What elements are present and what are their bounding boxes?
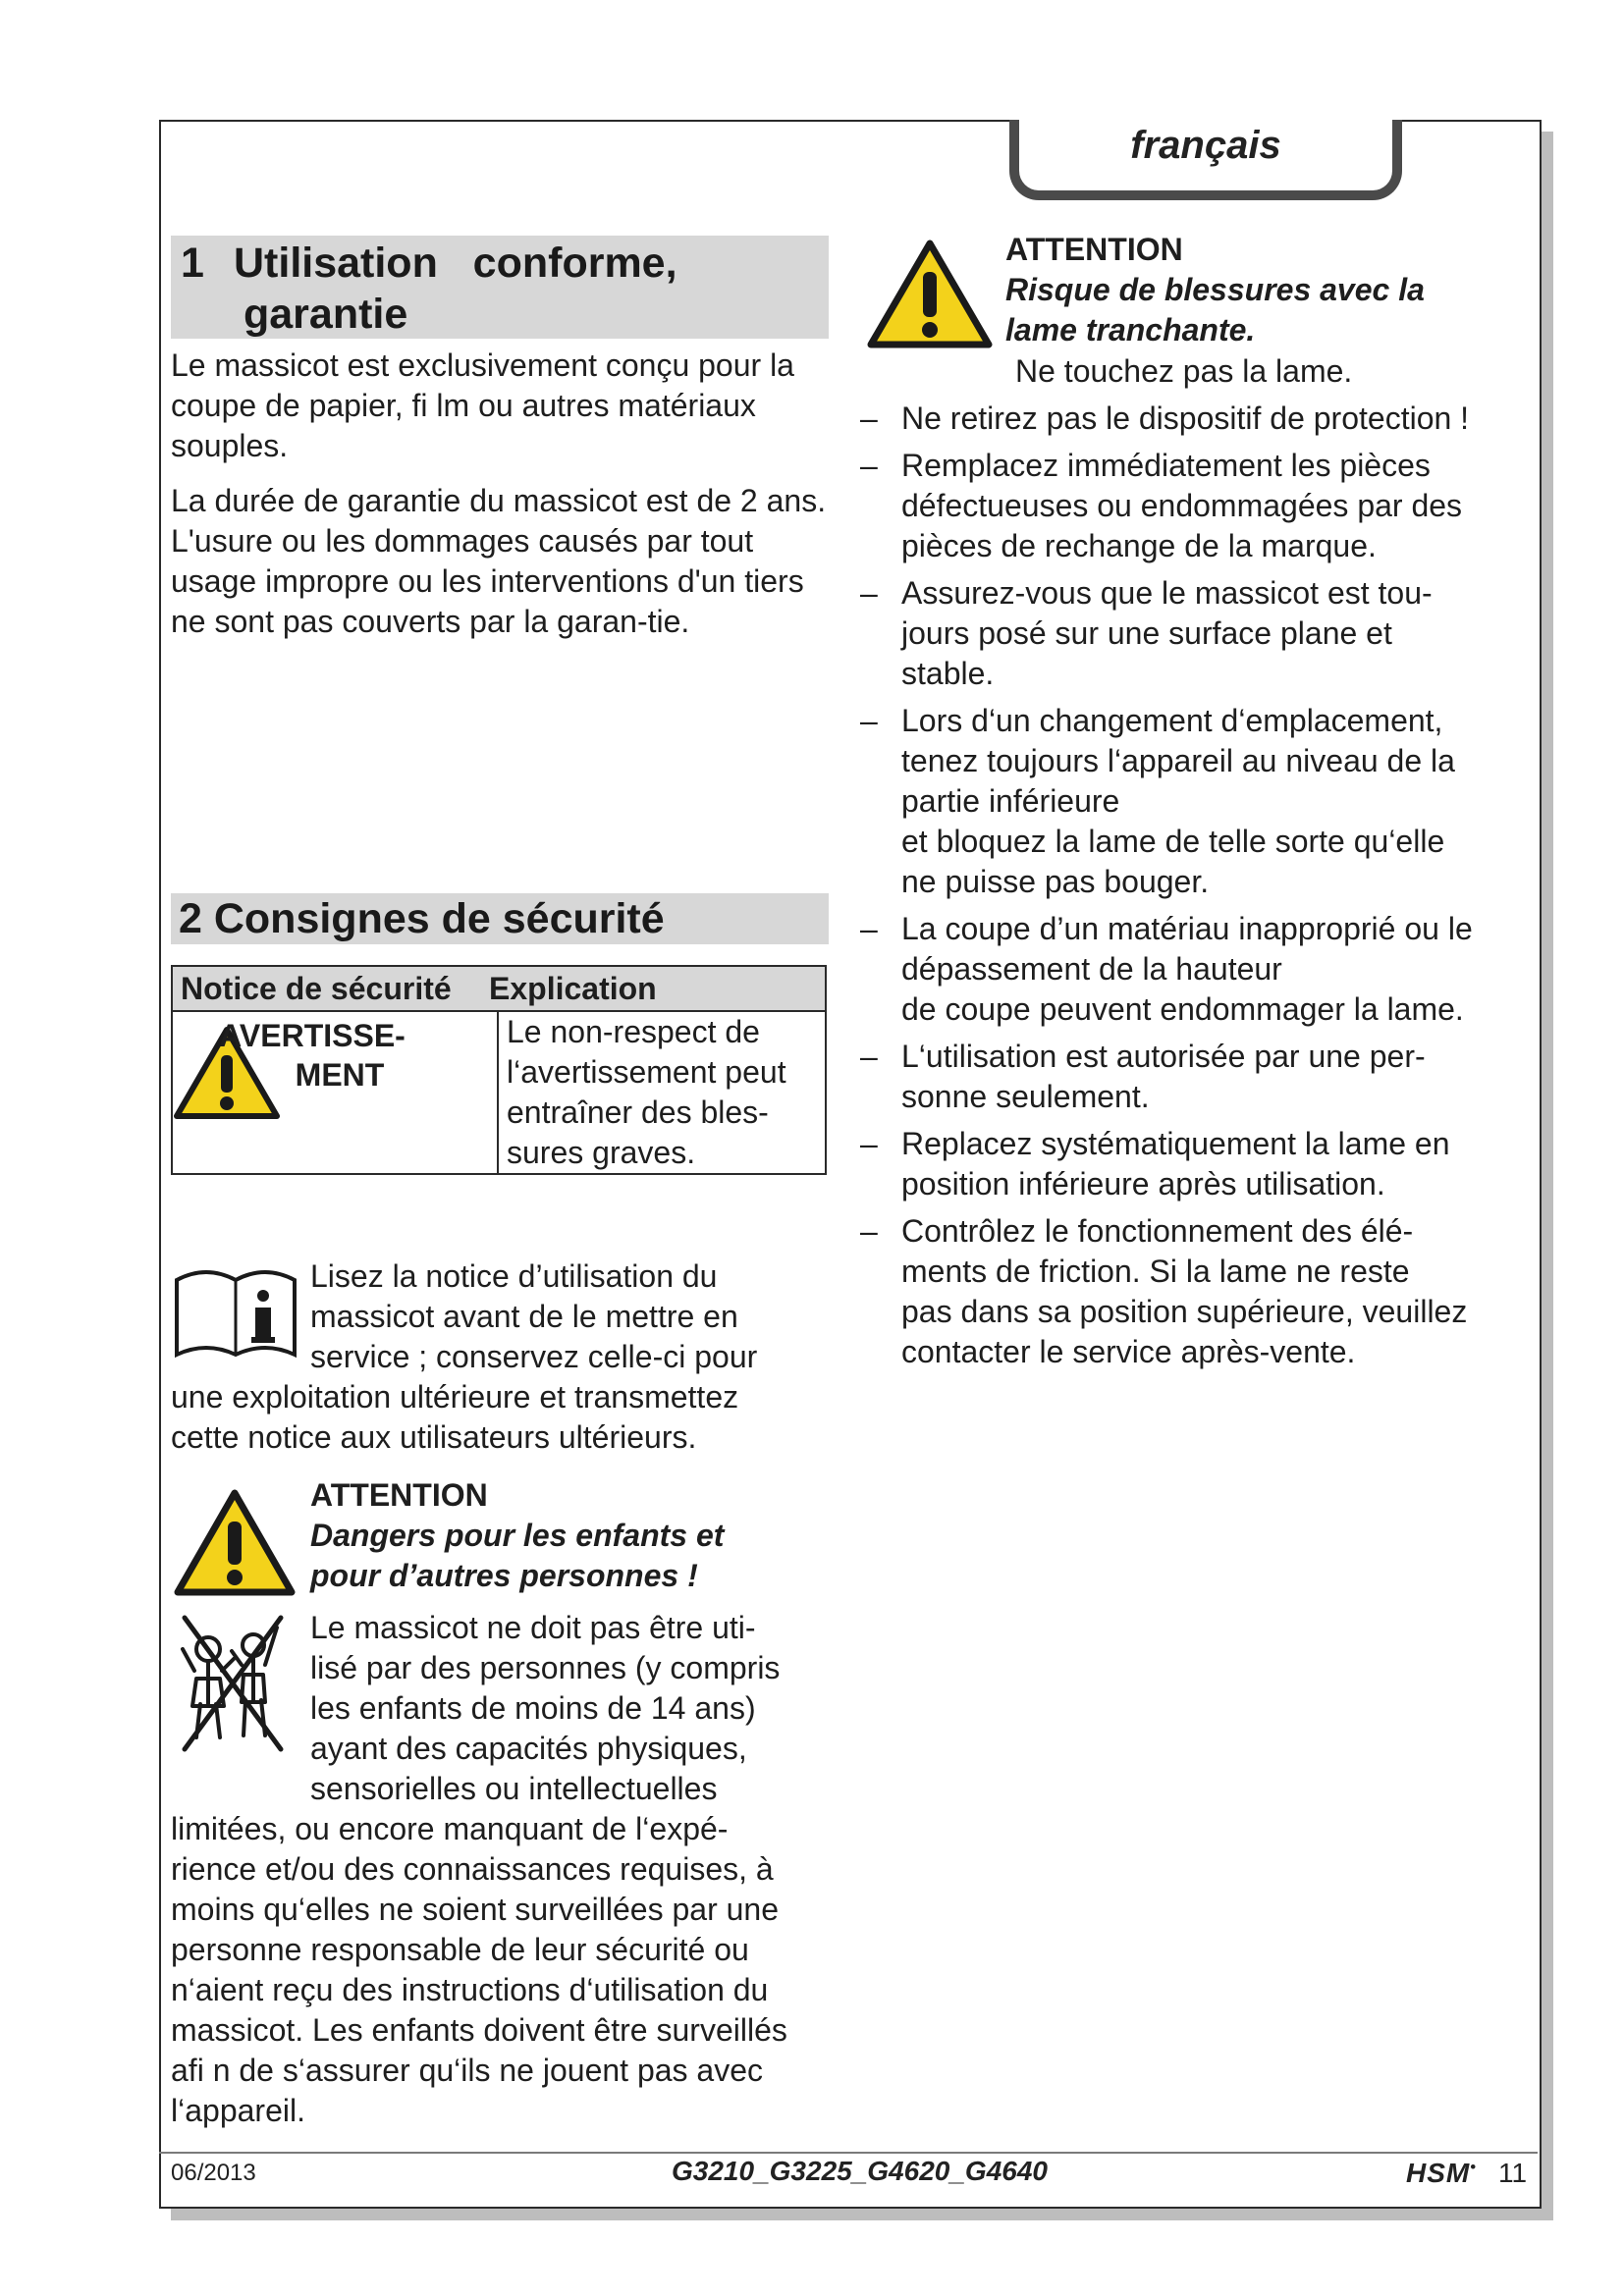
list-item: [860, 1124, 1528, 1204]
manual-info-icon: [173, 1262, 298, 1361]
section-1-para2: La durée de garantie du massicot est de 2 ans. L'usure ou les dommages causés par tout usage impropre ou les interventions d'un tiers ne sont pas couverts par la garan-tie.: [171, 483, 827, 639]
attention-children-subtitle-1: Dangers pour les enfants et: [310, 1518, 725, 1553]
footer-brand-logo: [1406, 2158, 1477, 2189]
text-line: limitées, ou encore manquant de l‘expé-: [171, 1811, 729, 1846]
list-item: [860, 1211, 1528, 1372]
section-2-heading: 2 Consignes de sécurité: [171, 893, 829, 944]
text-line: les enfants de moins de 14 ans): [310, 1690, 756, 1726]
manual-notice-text: [310, 1256, 757, 1377]
text-line: massicot. Les enfants doivent être surveillés: [171, 2012, 787, 2048]
text-line: ne puisse pas bouger.: [901, 864, 1210, 899]
table-row-explanation: [507, 1012, 786, 1173]
footer-date: 06/2013: [171, 2160, 256, 2186]
section-1-number: 1: [181, 240, 204, 287]
section-1-para1: Le massicot est exclusivement conçu pour la coupe de papier, fi lm ou autres matériaux souples.: [171, 347, 794, 463]
text-line: n‘aient reçu des instructions d‘utilisation du: [171, 1972, 769, 2007]
text-line: pas dans sa position supérieure, veuillez: [901, 1294, 1468, 1329]
attention-children-title: ATTENTION: [310, 1477, 488, 1513]
text-line: défectueuses ou endommagées par des: [901, 488, 1463, 523]
text-line: et bloquez la lame de telle sorte qu‘elle: [901, 824, 1445, 859]
language-label: français: [1130, 124, 1281, 167]
text-line: Le massicot ne doit pas être uti-: [310, 1610, 756, 1645]
text-line: l‘appareil.: [171, 2093, 305, 2128]
warning-triangle-icon: [866, 239, 994, 350]
row-label-line2: MENT: [295, 1057, 385, 1093]
attention-blade-first-line: Ne touchez pas la lame.: [1015, 353, 1353, 389]
attention-children-body-cont: [171, 1809, 787, 2131]
row-label-line1: AVERTISSE-: [219, 1018, 406, 1053]
list-item: [860, 446, 1528, 566]
section-1-title-line1: Utilisation conforme,: [234, 240, 677, 287]
text-line: lisé par des personnes (y compris: [310, 1650, 781, 1685]
attention-blade-subtitle-2: lame tranchante.: [1005, 312, 1256, 347]
safety-bullet-list: [860, 399, 1528, 1379]
table-header-row: [173, 967, 825, 1012]
manual-notice-text-cont: [171, 1377, 738, 1458]
footer-models: G3210_G3225_G4620_G4640: [672, 2156, 1048, 2186]
list-item: [860, 1037, 1528, 1117]
page-footer: [171, 2156, 1538, 2199]
text-line: ayant des capacités physiques,: [310, 1731, 747, 1766]
text-line: – Replacez systématiquement la lame en: [901, 1126, 1450, 1161]
text-line: de coupe peuvent endommager la lame.: [901, 991, 1464, 1027]
text-line: – La coupe d’un matériau inapproprié ou le: [901, 911, 1473, 946]
text-line: – Ne retirez pas le dispositif de protection !: [901, 400, 1470, 436]
text-line: partie inférieure: [901, 783, 1120, 819]
text-line: stable.: [901, 656, 995, 691]
list-item: [860, 909, 1528, 1030]
attention-children-body: [310, 1608, 780, 1809]
text-line: afi n de s‘assurer qu‘ils ne jouent pas avec: [171, 2053, 764, 2088]
language-tab: [1009, 120, 1402, 200]
attention-children-subtitle-2: pour d’autres personnes !: [310, 1558, 698, 1593]
expl-line: entraîner des bles-: [507, 1095, 769, 1130]
attention-blade-subtitle-1: Risque de blessures avec la: [1005, 272, 1425, 307]
attention-blade-title: ATTENTION: [1005, 232, 1183, 267]
text-line: position inférieure après utilisation.: [901, 1166, 1385, 1201]
text-line: – Assurez-vous que le massicot est tou-: [901, 575, 1433, 611]
text-line: ments de friction. Si la lame ne reste: [901, 1254, 1410, 1289]
text-line: personne responsable de leur sécurité ou: [171, 1932, 749, 1967]
text-line: Lisez la notice d’utilisation du: [310, 1258, 718, 1294]
text-line: service ; conservez celle-ci pour: [310, 1339, 758, 1374]
safety-notice-table: [171, 965, 827, 1175]
list-item: [860, 701, 1528, 902]
text-line: – Contrôlez le fonctionnement des élé-: [901, 1213, 1414, 1249]
text-line: massicot avant de le mettre en: [310, 1299, 738, 1334]
text-line: une exploitation ultérieure et transmettez: [171, 1379, 739, 1415]
warning-triangle-icon: [173, 1488, 297, 1598]
list-item: [860, 399, 1528, 439]
text-line: sensorielles ou intellectuelles: [310, 1771, 718, 1806]
text-line: cette notice aux utilisateurs ultérieurs.: [171, 1419, 697, 1455]
section-1-title-line2: garantie: [244, 291, 408, 338]
list-item: [860, 573, 1528, 694]
text-line: tenez toujours l‘appareil au niveau de la: [901, 743, 1455, 778]
expl-line: Le non-respect de: [507, 1014, 760, 1049]
expl-line: l‘avertissement peut: [507, 1054, 786, 1090]
table-header-notice: Notice de sécurité: [181, 971, 452, 1006]
text-line: – Remplacez immédiatement les pièces: [901, 448, 1431, 483]
footer-divider: [159, 2152, 1538, 2154]
brand-mark: •: [1470, 2159, 1477, 2176]
text-line: pièces de rechange de la marque.: [901, 528, 1377, 563]
table-header-explanation: Explication: [489, 971, 657, 1006]
text-line: – L‘utilisation est autorisée par une per-: [901, 1039, 1426, 1074]
no-children-icon: [175, 1610, 289, 1753]
section-1-heading: [171, 236, 829, 339]
text-line: rience et/ou des connaissances requises, à: [171, 1851, 774, 1887]
footer-page-number: 11: [1498, 2158, 1528, 2188]
text-line: moins qu‘elles ne soient surveillées par une: [171, 1892, 780, 1927]
text-line: contacter le service après-vente.: [901, 1334, 1356, 1369]
text-line: sonne seulement.: [901, 1079, 1150, 1114]
text-line: dépassement de la hauteur: [901, 951, 1282, 987]
table-row-label: [194, 1016, 430, 1095]
table-divider: [497, 1010, 499, 1173]
text-line: jours posé sur une surface plane et: [901, 615, 1392, 651]
text-line: – Lors d‘un changement d‘emplacement,: [901, 703, 1443, 738]
brand-text: HSM: [1406, 2158, 1471, 2188]
expl-line: sures graves.: [507, 1135, 696, 1170]
